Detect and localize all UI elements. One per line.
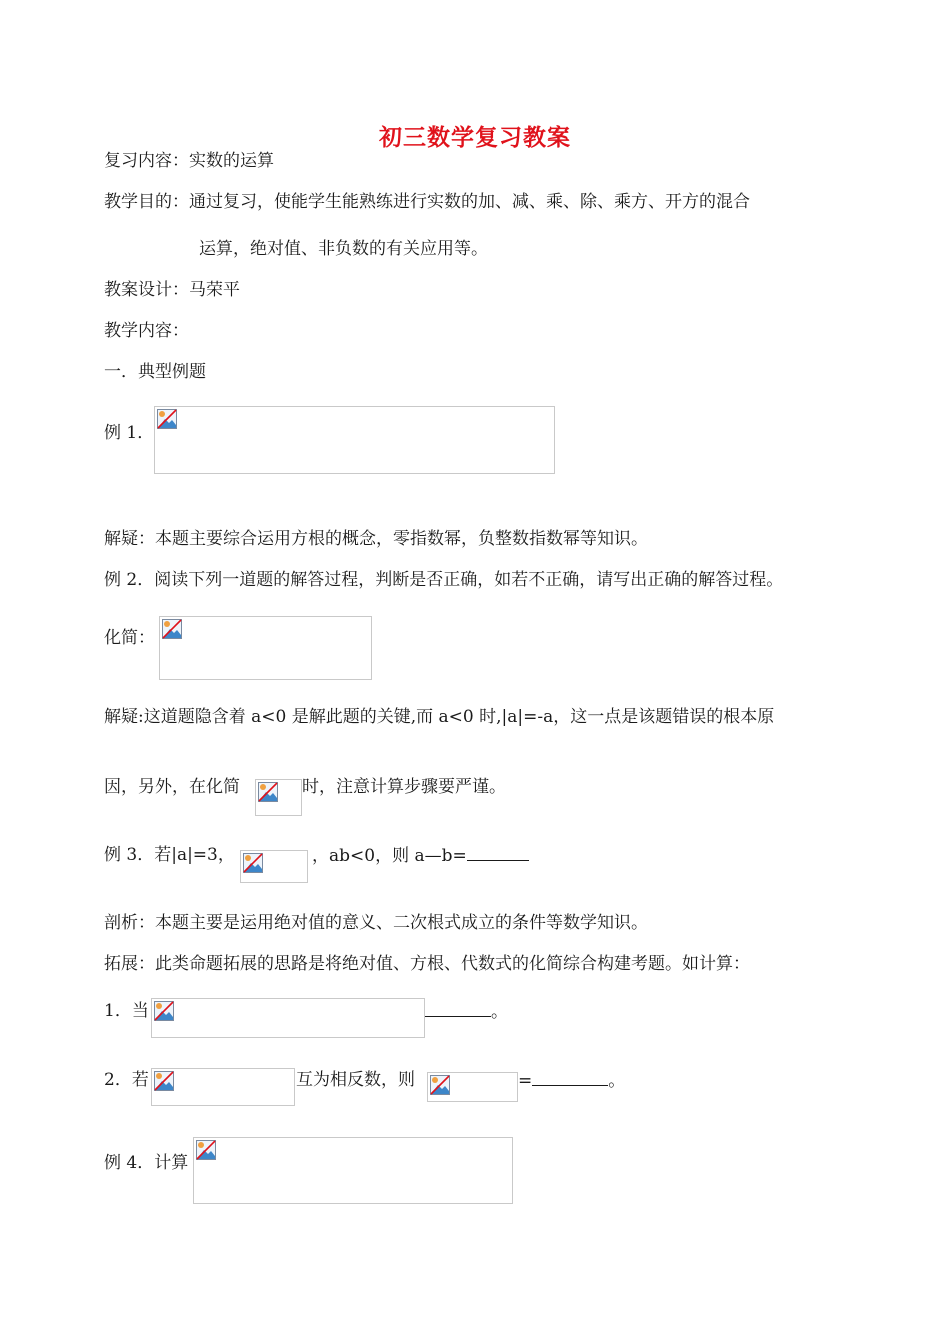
example-2-note-line1: 解疑:这道题隐含着 a<0 是解此题的关键,而 a<0 时,|a|=-a，这一点是该题错误的根本原: [104, 707, 775, 727]
example-2-formula-image: [159, 616, 372, 680]
example-3-text-b: [312, 844, 529, 867]
document-title: 初三数学复习教案: [379, 124, 571, 151]
question-1-tail: [425, 1000, 508, 1023]
question-2-formula-image-b: [427, 1072, 518, 1102]
question-1-formula-image: [151, 998, 425, 1038]
example-2-simplify-label: 化简：: [104, 628, 155, 648]
teaching-goal-line1: 教学目的：通过复习，使能学生能熟练进行实数的加、减、乘、除、乘方、开方的混合: [104, 192, 750, 212]
question-2-tail: [518, 1069, 625, 1092]
example-2-note-line2b: 时，注意计算步骤要严谨。: [302, 777, 506, 797]
broken-image-icon: [430, 1075, 450, 1095]
broken-image-icon: [196, 1140, 216, 1160]
example-4-label: 例 4．计算: [104, 1153, 189, 1173]
example-3-answer-blank: [467, 844, 529, 861]
example-3-formula-image: [240, 850, 308, 883]
broken-image-icon: [162, 619, 182, 639]
example-1-label: 例 1．: [104, 423, 155, 443]
example-1-note: 解疑：本题主要综合运用方根的概念，零指数幂，负整数指数幂等知识。: [104, 529, 648, 549]
question-2-formula-image-a: [151, 1068, 295, 1106]
review-content: 复习内容：实数的运算: [104, 151, 274, 171]
analysis-text: 剖析：本题主要是运用绝对值的意义、二次根式成立的条件等数学知识。: [104, 913, 648, 933]
example-4-formula-image: [193, 1137, 513, 1204]
question-2-equals: =: [518, 1071, 533, 1091]
broken-image-icon: [258, 782, 278, 802]
section-heading: 一．典型例题: [104, 362, 206, 382]
question-2-period: 。: [608, 1071, 626, 1091]
extension-text: 拓展：此类命题拓展的思路是将绝对值、方根、代数式的化简综合构建考题。如计算：: [104, 954, 750, 974]
example-2-inline-formula-image: [255, 779, 302, 816]
question-1-label: 1．当: [104, 1001, 149, 1021]
broken-image-icon: [157, 409, 177, 429]
question-2-label: 2．若: [104, 1070, 149, 1090]
question-2-mid-text: 互为相反数，则: [296, 1070, 415, 1090]
lesson-designer: 教案设计：马荣平: [104, 280, 240, 300]
question-1-answer-blank: [425, 1000, 491, 1017]
example-2-text: 例 2．阅读下列一道题的解答过程，判断是否正确，如若不正确，请写出正确的解答过程。: [104, 570, 784, 590]
broken-image-icon: [154, 1071, 174, 1091]
question-1-period: 。: [491, 1002, 508, 1022]
example-2-note-line2a: 因，另外，在化简: [104, 777, 240, 797]
example-1-formula-image: [154, 406, 555, 474]
example-3-text-b-label: ，ab<0，则 a—b=: [312, 846, 467, 866]
teaching-goal-line2: 运算，绝对值、非负数的有关应用等。: [199, 239, 488, 259]
example-3-text-a: 例 3．若|a|=3，: [104, 845, 235, 865]
question-2-answer-blank: [532, 1069, 608, 1086]
broken-image-icon: [154, 1001, 174, 1021]
broken-image-icon: [243, 853, 263, 873]
teaching-content-heading: 教学内容：: [104, 321, 189, 341]
